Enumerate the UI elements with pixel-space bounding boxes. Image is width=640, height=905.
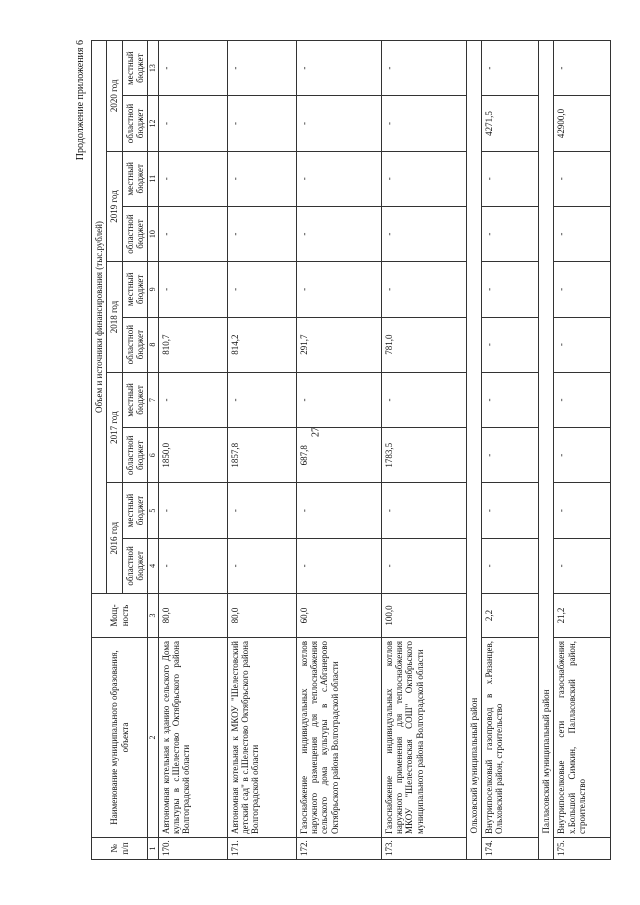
value-cell: - (381, 206, 466, 261)
value-cell: - (481, 41, 538, 96)
row-index: 173. (381, 838, 466, 860)
object-name: Газоснабжение индивидуальных котлов наружного применения для теплоснабжения МКОУ "Шелестовская СОШ" Октябрьского муниципального района Волгоградской области (381, 638, 466, 838)
capacity-cell: 100,0 (381, 594, 466, 638)
column-number-row (148, 41, 158, 860)
column-number: 11 (148, 151, 158, 206)
object-name: Автономная котельная к МКОУ "Шелестовский детский сад" в с.Шелестово Октябрьского района Волгоградской области (227, 638, 296, 838)
object-name: Автономная котельная к зданию сельского Дома культуры в с.Шелестово Октябрьского района Волгоградской области (158, 638, 227, 838)
header-local: местный бюджет (122, 483, 148, 538)
value-cell: - (554, 262, 611, 317)
header-idx: № п/п (92, 838, 148, 860)
value-cell: - (227, 372, 296, 427)
value-cell: - (158, 206, 227, 261)
value-cell: - (296, 41, 381, 96)
value-cell: 1850,0 (158, 428, 227, 483)
header-local: местный бюджет (122, 262, 148, 317)
header-regional: областной бюджет (122, 317, 148, 372)
capacity-cell: 80,0 (227, 594, 296, 638)
header-local: местный бюджет (122, 372, 148, 427)
value-cell: - (481, 538, 538, 593)
header-regional: областной бюджет (122, 538, 148, 593)
district-row (538, 41, 553, 860)
value-cell: - (158, 96, 227, 151)
table-row (227, 41, 296, 860)
column-number: 4 (148, 538, 158, 593)
object-name: Внутрипоселковый газопровод в х.Рязанцев, Ольховский район, строительство (481, 638, 538, 838)
value-cell: - (227, 538, 296, 593)
value-cell: - (481, 262, 538, 317)
value-cell: - (381, 151, 466, 206)
value-cell: - (227, 41, 296, 96)
value-cell: - (227, 206, 296, 261)
column-number: 2 (148, 638, 158, 838)
object-name: Газоснабжение индивидуальных котлов наружного размещения для теплоснабжения сельского дома культуры в с.Абганерово Октябрьского района Волгоградской области (296, 638, 381, 838)
value-cell: 42900,0 (554, 96, 611, 151)
value-cell: - (481, 428, 538, 483)
value-cell: - (381, 262, 466, 317)
value-cell: - (158, 538, 227, 593)
header-local: местный бюджет (122, 41, 148, 96)
column-number: 1 (148, 838, 158, 860)
value-cell: - (481, 206, 538, 261)
value-cell: - (227, 96, 296, 151)
value-cell: - (158, 372, 227, 427)
header-capacity: Мощ-ность (92, 594, 148, 638)
value-cell: - (381, 483, 466, 538)
value-cell: - (227, 151, 296, 206)
row-index: 174. (481, 838, 538, 860)
value-cell: - (481, 483, 538, 538)
capacity-cell: 80,0 (158, 594, 227, 638)
capacity-cell: 2,2 (481, 594, 538, 638)
value-cell: 1857,8 (227, 428, 296, 483)
value-cell: 291,7 (296, 317, 381, 372)
district-tail (466, 41, 481, 96)
district-name: Ольховский муниципальный район (466, 96, 481, 838)
column-number: 3 (148, 594, 158, 638)
row-index: 171. (227, 838, 296, 860)
row-index: 170. (158, 838, 227, 860)
value-cell: - (296, 483, 381, 538)
value-cell: 687,8 (296, 428, 381, 483)
table-row (481, 41, 538, 860)
header-year-2018: 2018 год (107, 262, 122, 373)
header-funding: Объем и источники финансирования (тыс.рублей) (92, 41, 107, 594)
value-cell: - (381, 538, 466, 593)
capacity-cell: 21,2 (554, 594, 611, 638)
value-cell: - (481, 372, 538, 427)
column-number: 10 (148, 206, 158, 261)
value-cell: 781,0 (381, 317, 466, 372)
page-number: 27 (310, 427, 322, 437)
header-year-2019: 2019 год (107, 151, 122, 262)
district-row (466, 41, 481, 860)
funding-table (91, 40, 611, 860)
value-cell: - (227, 483, 296, 538)
rotated-table-block (75, 40, 615, 860)
value-cell: - (158, 151, 227, 206)
column-number: 12 (148, 96, 158, 151)
value-cell: - (296, 538, 381, 593)
value-cell: 814,2 (227, 317, 296, 372)
header-regional: областной бюджет (122, 96, 148, 151)
value-cell: - (554, 151, 611, 206)
header-year-2016: 2016 год (107, 483, 122, 594)
column-number: 5 (148, 483, 158, 538)
header-regional: областной бюджет (122, 428, 148, 483)
table-row (554, 41, 611, 860)
value-cell: - (554, 372, 611, 427)
table-row (381, 41, 466, 860)
value-cell: - (554, 317, 611, 372)
appendix-caption: Продолжение приложения 6 (75, 40, 86, 161)
district-idx (466, 838, 481, 860)
row-index: 175. (554, 838, 611, 860)
value-cell: - (481, 151, 538, 206)
column-number: 13 (148, 41, 158, 96)
column-number: 6 (148, 428, 158, 483)
capacity-cell: 60,0 (296, 594, 381, 638)
value-cell: - (296, 206, 381, 261)
object-name: Внутрипоселковые сети газоснабжения х.Большой Симкин, Палласовский район, строительство (554, 638, 611, 838)
column-number: 7 (148, 372, 158, 427)
value-cell: - (296, 151, 381, 206)
value-cell: - (554, 41, 611, 96)
column-number: 9 (148, 262, 158, 317)
value-cell: - (554, 428, 611, 483)
district-tail (538, 41, 553, 96)
value-cell: - (481, 317, 538, 372)
value-cell: - (381, 41, 466, 96)
value-cell: - (158, 483, 227, 538)
header-name: Наименование муниципального образования, объекта (92, 638, 148, 838)
value-cell: - (381, 96, 466, 151)
value-cell: 1783,5 (381, 428, 466, 483)
table-row (158, 41, 227, 860)
value-cell: - (296, 262, 381, 317)
district-idx (538, 838, 553, 860)
value-cell: - (158, 41, 227, 96)
value-cell: - (554, 538, 611, 593)
value-cell: - (158, 262, 227, 317)
header-year-2020: 2020 год (107, 41, 122, 152)
header-local: местный бюджет (122, 151, 148, 206)
value-cell: 810,7 (158, 317, 227, 372)
value-cell: - (554, 206, 611, 261)
value-cell: 4271,5 (481, 96, 538, 151)
value-cell: - (227, 262, 296, 317)
header-regional: областной бюджет (122, 206, 148, 261)
value-cell: - (381, 372, 466, 427)
value-cell: - (554, 483, 611, 538)
column-number: 8 (148, 317, 158, 372)
table-row (296, 41, 381, 860)
value-cell: - (296, 96, 381, 151)
header-year-2017: 2017 год (107, 372, 122, 483)
district-name: Палласовский муниципальный район (538, 96, 553, 838)
row-index: 172. (296, 838, 381, 860)
value-cell: - (296, 372, 381, 427)
